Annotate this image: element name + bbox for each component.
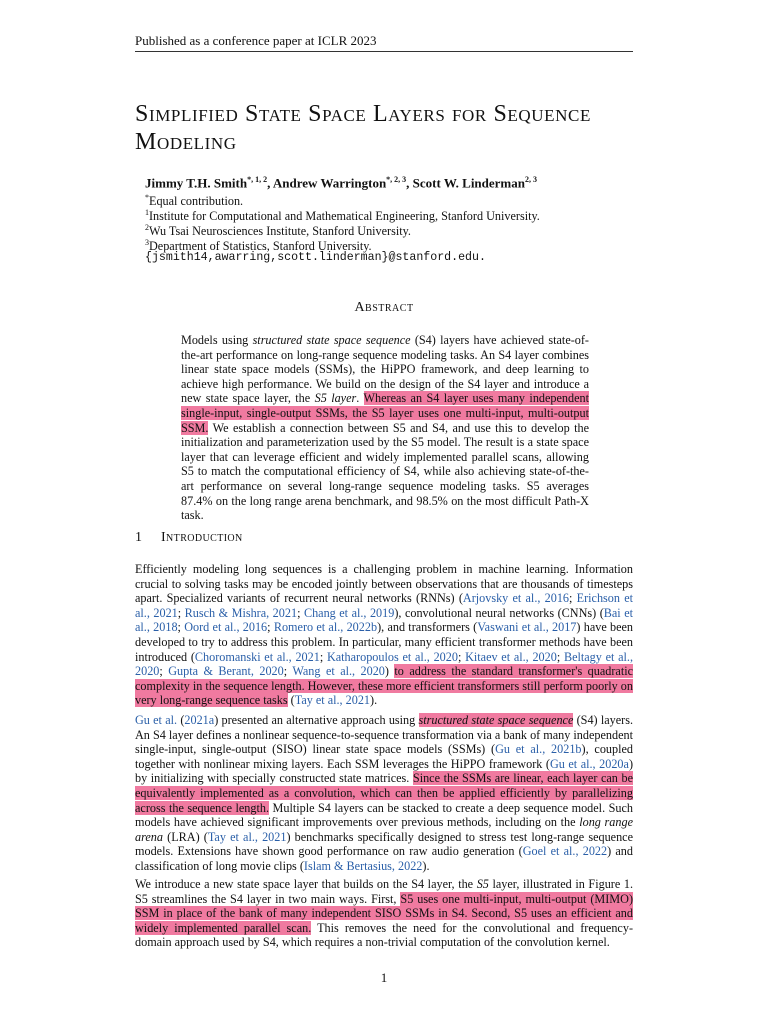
italic-text: long range arena bbox=[135, 815, 633, 844]
author-affil-marks: *, 1, 2 bbox=[247, 175, 268, 184]
affiliation-mark: 1 bbox=[145, 208, 149, 217]
abstract-number: 98.5% bbox=[416, 493, 448, 508]
citation-link[interactable]: Kitaev et al., 2020 bbox=[465, 649, 557, 664]
body-text: ) bbox=[384, 664, 395, 679]
abstract-text: Models using bbox=[181, 333, 253, 347]
intro-paragraph-1 bbox=[135, 562, 633, 708]
body-text: ) benchmarks specifically designed to stress test long-range sequence models. Extensions have shown good performance on raw audio generation ( bbox=[135, 829, 634, 859]
citation-link[interactable]: Gu et al. bbox=[135, 713, 178, 727]
body-text: ; bbox=[283, 664, 293, 679]
author-affil-marks: 2, 3 bbox=[525, 175, 537, 184]
body-text: ; bbox=[177, 605, 185, 620]
header-rule bbox=[135, 51, 633, 52]
body-text: ; bbox=[159, 664, 169, 679]
citation-link[interactable]: Chang et al., 2019 bbox=[303, 605, 395, 620]
body-text: ) by initializing with specially constructed state matrices. bbox=[135, 756, 633, 786]
body-text: This removes the need for the convolutional and frequency-domain approach used by S4, which requires a non-trivial computation of the convolution kernel. bbox=[135, 920, 633, 950]
body-text: ( bbox=[177, 713, 185, 727]
body-text: ; bbox=[297, 605, 304, 620]
paper-title: Simplified State Space Layers for Sequence Modeling bbox=[135, 101, 591, 155]
affiliation-text: Institute for Computational and Mathematical Engineering, Stanford University. bbox=[149, 209, 540, 224]
abstract-body bbox=[181, 333, 589, 523]
body-text: ), convolutional neural networks (CNNs) ( bbox=[394, 605, 604, 620]
page-number: 1 bbox=[380, 970, 388, 985]
highlighted-text: Since the SSMs are linear, each layer can be equivalently implemented as a convolution, which can then be applied efficiently by parallelizing across the sequence length. bbox=[135, 771, 633, 815]
affiliation-text: Wu Tsai Neurosciences Institute, Stanford University. bbox=[149, 224, 411, 239]
body-text: ) presented an alternative approach using bbox=[214, 713, 419, 727]
body-text: ) and classification of long movie clips ( bbox=[135, 844, 633, 873]
email-text[interactable]: {jsmith14,awarring,scott.linderman}@stanford.edu bbox=[145, 251, 479, 264]
citation-link[interactable]: Romero et al., 2022b bbox=[273, 620, 378, 635]
intro-paragraph-2 bbox=[135, 713, 633, 874]
citation-link[interactable]: Beltagy et al., 2020 bbox=[135, 649, 634, 679]
body-text: ; bbox=[267, 620, 274, 635]
body-text: Efficiently modeling long sequences is a challenging problem in machine learning. Information crucial to solving tasks may be encoded jointly between observations that are thousands of timesteps apart. Specialized variants of recurrent neural networks (RNNs) ( bbox=[135, 562, 633, 606]
intro-paragraph-3 bbox=[135, 877, 633, 950]
citation-link[interactable]: Goel et al., 2022 bbox=[522, 844, 608, 859]
body-text: ). bbox=[422, 858, 430, 873]
citation-link[interactable]: Islam & Bertasius, 2022 bbox=[303, 858, 423, 873]
author-email[interactable]: {jsmith14,awarring,scott.linderman}@stanford.edu. bbox=[145, 251, 486, 264]
author-affil-marks: *, 2, 3 bbox=[386, 175, 407, 184]
abstract-number: 87.4% bbox=[181, 493, 213, 508]
citation-link[interactable]: Arjovsky et al., 2016 bbox=[462, 591, 570, 606]
body-text: layer, illustrated in Figure 1. S5 streamlines the S4 layer in two main ways. First, bbox=[135, 877, 633, 906]
body-text: (LRA) ( bbox=[162, 829, 208, 844]
citation-link[interactable]: Oord et al., 2016 bbox=[184, 620, 268, 635]
citation-link[interactable]: Bai et al., 2018 bbox=[135, 605, 633, 635]
body-text: ; bbox=[177, 620, 185, 635]
author-name: Jimmy T.H. Smith bbox=[145, 175, 248, 191]
body-text: ( bbox=[287, 693, 295, 708]
body-text: ), and transformers ( bbox=[377, 620, 478, 635]
italic-text: S5 bbox=[476, 877, 489, 891]
author-name: Scott W. Linderman bbox=[412, 175, 525, 191]
highlighted-text: Whereas an S4 layer uses many independent single-input, single-output SSMs, the S5 layer uses one multi-input, multi-output SSM. bbox=[181, 391, 589, 435]
affiliation-text: Department of Statistics, Stanford University. bbox=[149, 239, 372, 254]
affiliation-mark: * bbox=[145, 193, 149, 202]
affiliation-mark: 2 bbox=[145, 223, 149, 232]
affiliation-text: Equal contribution. bbox=[149, 194, 244, 209]
author-list: Jimmy T.H. Smith$^{*, 1, 2}$, Andrew Warrington$^{*, 2, 3}$, Scott W. Linderman$^{2, 3}$ bbox=[145, 175, 537, 191]
abstract-text: We establish a connection between S5 and S4, and use this to develop the initialization and parameterization used by the S5 model. The result is a state space layer that can leverage efficient and widely implemented parallel scans, allowing S5 to match the computational efficiency of S4, while also achieving state-of-the-art performance on several long-range sequence modeling tasks. S5 averages bbox=[181, 420, 589, 493]
body-text: ). bbox=[370, 693, 378, 708]
abstract-italic: structured state space sequence bbox=[252, 333, 411, 347]
abstract-text: on the long range arena benchmark, and bbox=[212, 493, 417, 508]
citation-link[interactable]: Katharopoulos et al., 2020 bbox=[326, 649, 458, 664]
citation-link[interactable]: Erichson et al., 2021 bbox=[135, 591, 633, 620]
body-text: ; bbox=[556, 649, 564, 664]
body-text: ; bbox=[319, 649, 327, 664]
section-number: 1 bbox=[135, 530, 143, 545]
body-text: We introduce a new state space layer that builds on the S4 layer, the bbox=[135, 877, 477, 891]
citation-link[interactable]: Choromanski et al., 2021 bbox=[194, 649, 320, 664]
highlighted-text: structured state space sequence bbox=[418, 713, 574, 727]
abstract-text: (S4) layers have achieved state-of-the-art performance on long-range sequence modeling tasks. An S4 layer combines linear state space models (SSMs), the HiPPO framework, and deep learning to achieve high performance. We build on the design of the S4 layer and introduce a new state space layer, the bbox=[181, 333, 589, 406]
body-text: ), coupled together with nonlinear mixing layers. Each SSM leverages the HiPPO framework ( bbox=[135, 742, 633, 771]
abstract-text: . bbox=[356, 391, 364, 406]
body-text: Multiple S4 layers can be stacked to create a deep sequence model. Such models have achieved significant improvements over previous methods, including on the bbox=[135, 800, 633, 830]
citation-link[interactable]: Wang et al., 2020 bbox=[292, 664, 385, 679]
citation-link[interactable]: Tay et al., 2021 bbox=[207, 829, 287, 844]
body-text: ) have been developed to try to address this problem. In particular, many efficient transformer methods have been introduced ( bbox=[135, 620, 634, 664]
citation-link[interactable]: Rusch & Mishra, 2021 bbox=[184, 605, 298, 620]
citation-link[interactable]: Gu et al., 2021b bbox=[495, 742, 582, 757]
citation-link[interactable]: Tay et al., 2021 bbox=[294, 693, 371, 708]
citation-link[interactable]: 2021a bbox=[184, 713, 215, 727]
body-text: (S4) layers. An S4 layer defines a nonlinear sequence-to-sequence transformation via a bank of many independent single-input, single-output (SISO) linear state space models (SSMs) ( bbox=[135, 713, 634, 757]
abstract-heading: Abstract bbox=[354, 300, 414, 315]
citation-link[interactable]: Gu et al., 2020a bbox=[549, 756, 629, 771]
section-title: Introduction bbox=[161, 530, 243, 545]
citation-link[interactable]: Gupta & Berant, 2020 bbox=[168, 664, 284, 679]
highlighted-text: to address the standard transformer's quadratic complexity in the sequence length. However, these more efficient transformers still perform poorly on very long-range sequence tasks bbox=[135, 664, 634, 708]
citation-link[interactable]: Vaswani et al., 2017 bbox=[477, 620, 577, 635]
abstract-text: on the most difficult Path-X task. bbox=[181, 493, 589, 523]
affiliation-mark: 3 bbox=[145, 238, 149, 247]
running-header: Published as a conference paper at ICLR 2023 bbox=[135, 33, 377, 48]
highlighted-text: S5 uses one multi-input, multi-output (MIMO) SSM in place of the bank of many independent SISO SSMs in S4. Second, S5 uses an efficient and widely implemented parallel scan. bbox=[135, 891, 634, 935]
author-name: Andrew Warrington bbox=[272, 175, 387, 191]
section-heading bbox=[135, 530, 243, 546]
body-text: ; bbox=[457, 649, 466, 664]
body-text: ; bbox=[569, 591, 577, 606]
abstract-italic: S5 layer bbox=[314, 391, 357, 406]
